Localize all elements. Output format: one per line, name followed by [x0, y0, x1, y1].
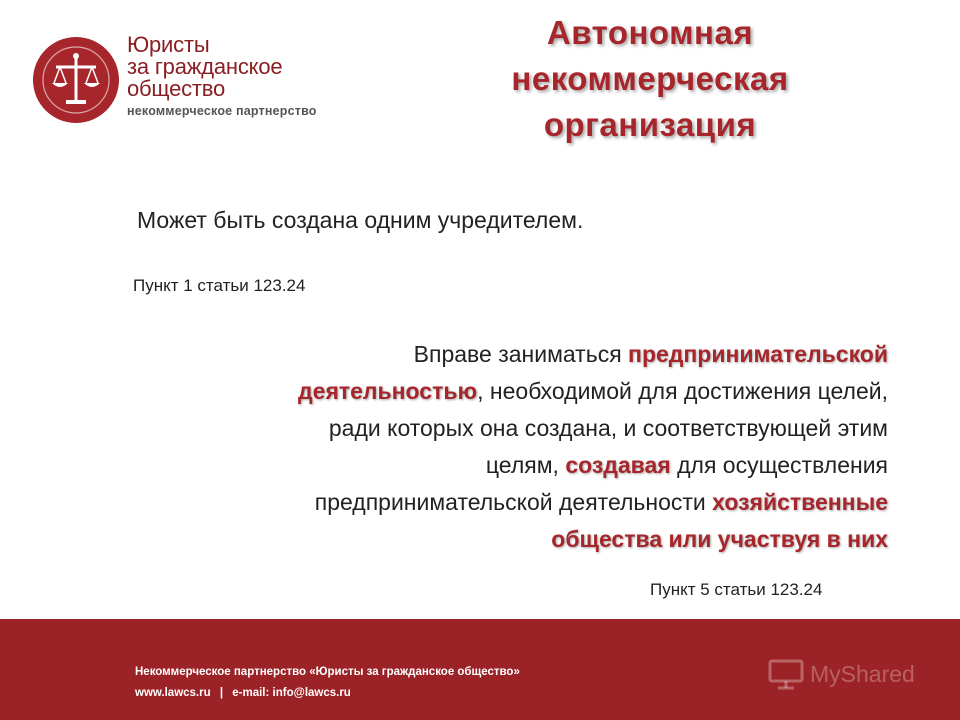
para-line-1 [128, 336, 888, 373]
logo-line-1: Юристы [127, 32, 210, 57]
watermark [768, 657, 915, 691]
para-line-6 [128, 521, 888, 558]
logo-line-3: общество [127, 76, 226, 101]
reference-2: Пункт 5 статьи 123.24 [650, 580, 823, 599]
para-text: Вправе заниматься [413, 341, 629, 367]
footer-website-link[interactable]: www.lawcs.ru [135, 687, 211, 699]
business-activity-paragraph [128, 336, 888, 558]
para-text: для осуществления [670, 452, 888, 478]
slide-title [450, 10, 850, 148]
highlight-activity: деятельностью [298, 378, 478, 404]
para-line-5 [128, 484, 888, 521]
para-line-3: ради которых она создана, и соответствующей этим [328, 415, 888, 441]
highlight-entrepreneurial: предпринимательской [628, 341, 888, 367]
logo-text [127, 34, 317, 118]
statement-one-founder: Может быть создана одним учредителем. [137, 207, 584, 233]
title-line-1: Автономная [546, 14, 754, 51]
watermark-text: MyShared [810, 661, 915, 687]
reference-1: Пункт 1 статьи 123.24 [133, 276, 306, 295]
footer-contacts [135, 687, 351, 699]
footer-bar [0, 619, 960, 720]
highlight-creating: создавая [565, 452, 671, 478]
scales-icon [33, 37, 119, 123]
para-text: предпринимательской деятельности [314, 489, 713, 515]
para-text: целям, [485, 452, 566, 478]
highlight-economic: хозяйственные [712, 489, 888, 515]
footer-separator: | [219, 687, 224, 699]
logo-emblem [33, 37, 119, 123]
presentation-icon [768, 657, 804, 691]
logo-subtitle: некоммерческое партнерство [127, 104, 317, 118]
title-line-2: некоммерческая [511, 60, 789, 97]
highlight-companies: общества или участвуя в них [551, 526, 888, 552]
para-line-2 [128, 373, 888, 410]
para-text: , необходимой для достижения целей, [477, 378, 888, 404]
para-line-4 [128, 447, 888, 484]
footer-email-link[interactable]: e-mail: info@lawcs.ru [232, 687, 351, 699]
logo-line-2: за гражданское [127, 54, 283, 79]
footer-org-name: Некоммерческое партнерство «Юристы за гражданское общество» [135, 666, 520, 678]
title-line-3: организация [543, 106, 757, 143]
